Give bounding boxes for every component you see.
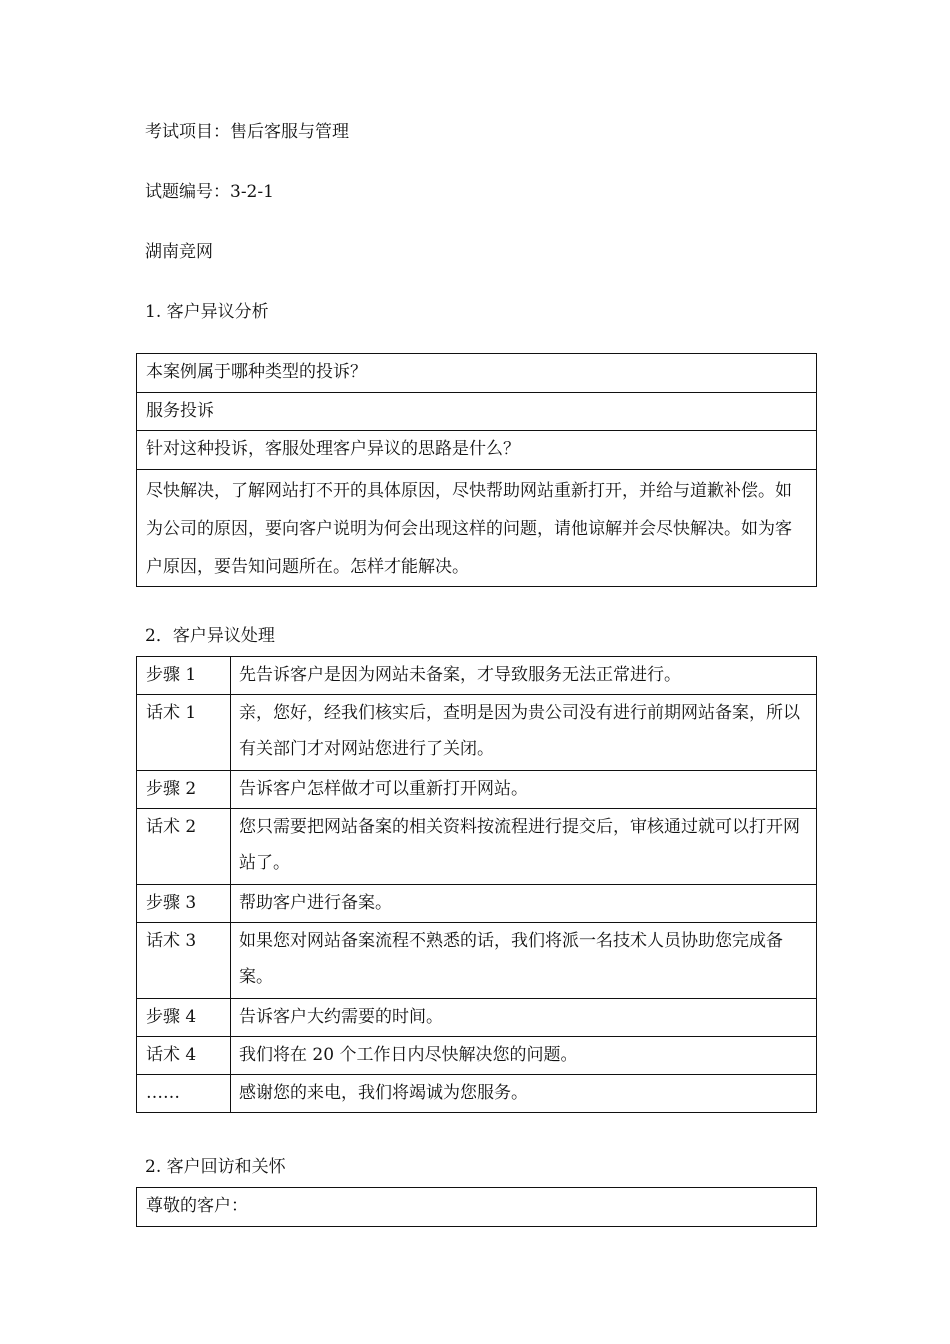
section3-title: 2. 客户回访和关怀 (145, 1157, 286, 1177)
row-text: 您只需要把网站备案的相关资料按流程进行提交后，审核通过就可以打开网站了。 (231, 809, 817, 885)
region: 湖南竞网 (145, 242, 213, 262)
row-text: 如果您对网站备案流程不熟悉的话，我们将派一名技术人员协助您完成备案。 (231, 923, 817, 999)
table-row (137, 999, 817, 1037)
complaint-analysis-table (136, 353, 817, 587)
row-label: 步骤 1 (137, 657, 231, 695)
row-label: 步骤 3 (137, 885, 231, 923)
table-row (137, 809, 817, 885)
row-label: …… (137, 1075, 231, 1113)
table-cell: 尽快解决，了解网站打不开的具体原因，尽快帮助网站重新打开，并给与道歉补偿。如为公司的原因，要向客户说明为何会出现这样的问题，请他谅解并会尽快解决。如为客户原因，要告知问题所在。怎样才能解决。 (137, 470, 817, 587)
row-text: 先告诉客户是因为网站未备案，才导致服务无法正常进行。 (231, 657, 817, 695)
table-row (137, 657, 817, 695)
complaint-handling-table (136, 656, 817, 1113)
row-text: 告诉客户怎样做才可以重新打开网站。 (231, 771, 817, 809)
table-row (137, 695, 817, 771)
row-label: 话术 1 (137, 695, 231, 771)
table-cell: 服务投诉 (137, 393, 817, 431)
row-text: 感谢您的来电，我们将竭诚为您服务。 (231, 1075, 817, 1113)
section1-title: 1. 客户异议分析 (145, 302, 269, 322)
row-text: 帮助客户进行备案。 (231, 885, 817, 923)
row-label: 步骤 4 (137, 999, 231, 1037)
table-row (137, 1037, 817, 1075)
row-label: 话术 2 (137, 809, 231, 885)
row-text: 告诉客户大约需要的时间。 (231, 999, 817, 1037)
row-text: 我们将在 20 个工作日内尽快解决您的问题。 (231, 1037, 817, 1075)
row-label: 步骤 2 (137, 771, 231, 809)
table-row (137, 771, 817, 809)
section2-title: 2．客户异议处理 (145, 626, 275, 646)
table-cell: 针对这种投诉，客服处理客户异议的思路是什么？ (137, 431, 817, 470)
customer-followup-table (136, 1187, 817, 1227)
exam-project: 考试项目：售后客服与管理 (145, 122, 349, 142)
table-row (137, 1075, 817, 1113)
table-row (137, 885, 817, 923)
table-cell: 尊敬的客户： (137, 1188, 817, 1227)
table-cell: 本案例属于哪种类型的投诉？ (137, 354, 817, 393)
row-text: 亲，您好，经我们核实后，查明是因为贵公司没有进行前期网站备案，所以有关部门才对网站您进行了关闭。 (231, 695, 817, 771)
table-row (137, 923, 817, 999)
question-number: 试题编号：3-2-1 (145, 182, 274, 202)
row-label: 话术 3 (137, 923, 231, 999)
row-label: 话术 4 (137, 1037, 231, 1075)
